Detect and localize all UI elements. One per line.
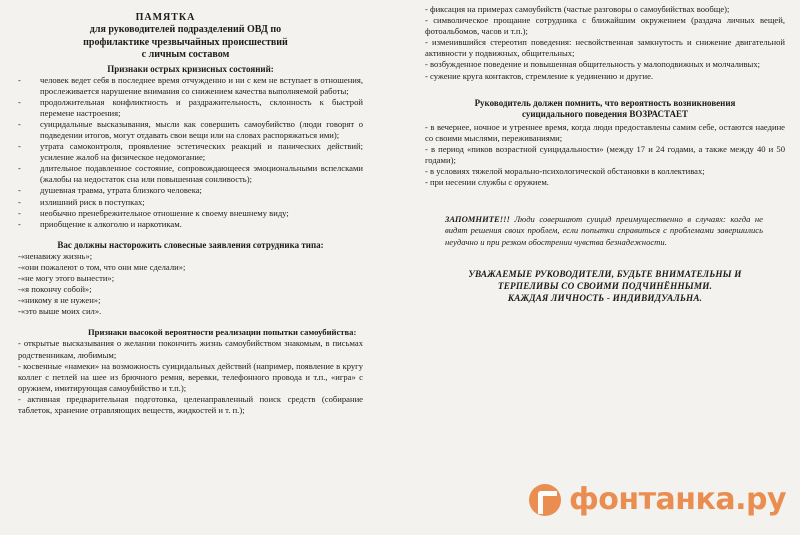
list-item: - в условиях тяжелой морально-психологической обстановки в коллективах; xyxy=(425,166,705,177)
list-item: -«не могу этого вынести»; xyxy=(18,273,115,283)
appeal-line-3: КАЖДАЯ ЛИЧНОСТЬ - ИНДИВИДУАЛЬНА. xyxy=(507,292,703,303)
list-item: -«никому я не нужен»; xyxy=(18,295,101,306)
list-item: - суицидальные высказывания, мысли как совершить самоубийство (люди говорят о подведении итогов, могут отдавать свои вещи или на словах распоряжаться ими); xyxy=(18,119,363,141)
list-item: - необычно пренебрежительное отношение к своему внешнему виду; xyxy=(18,208,363,219)
high-probability-list xyxy=(18,338,363,416)
appeal-line-1: УВАЖАЕМЫЕ РУКОВОДИТЕЛИ, БУДЬТЕ ВНИМАТЕЛЬНЫ И xyxy=(468,268,742,279)
list-item: - продолжительная конфликтность и раздражительность, склонность к быстрой перемене настроения; xyxy=(18,97,363,119)
list-item: - при несении службы с оружием. xyxy=(425,177,549,188)
list-item: - излишний риск в поступках; xyxy=(18,197,363,208)
document-subtitle-line-1: для руководителей подразделений ОВД по xyxy=(89,24,282,35)
list-item: - открытые высказывания о желании покончить жизнь самоубийством знакомым, в письмах родственникам, любимым; xyxy=(18,338,363,360)
verbal-statements-list xyxy=(18,251,363,318)
watermark-text: фонтанка.ру xyxy=(569,482,786,517)
section-heading-verbal-statements: Вас должны насторожить словесные заявления сотрудника типа: xyxy=(57,239,324,250)
remember-label: ЗАПОМНИТЕ!!! xyxy=(445,214,510,225)
fontanka-logo-icon xyxy=(529,484,561,516)
list-item: - косвенные «намеки» на возможность суицидальных действий (например, появление в кругу коллег с петлей на шее из брючного ремня, веревки, телефонного провода и т.п., «игра» с оружием, имитирующая самоубийство и т.п.); xyxy=(18,360,363,393)
section-heading-risk-increases: Руководитель должен помнить, что вероятность возникновения суицидального поведения ВОЗРАСТАЕТ xyxy=(474,97,736,119)
continued-signs-list xyxy=(425,4,785,82)
site-watermark xyxy=(529,482,786,517)
list-item: -«они пожалеют о том, что они мне сделали»; xyxy=(18,261,186,272)
risk-factors-list xyxy=(425,122,785,189)
remember-note xyxy=(425,214,785,248)
crisis-signs-list xyxy=(18,75,363,230)
list-item: - активная предварительная подготовка, целенаправленный поиск средств (собирание таблеток, хранение отравляющих веществ, жидкостей и т. п.); xyxy=(18,393,363,416)
appeal-line-2: ТЕРПЕЛИВЫ СО СВОИМИ ПОДЧИНЁННЫМИ. xyxy=(497,280,713,291)
right-column xyxy=(425,4,785,304)
list-item: -«я покончу собой»; xyxy=(18,284,92,295)
section-heading-high-probability: Признаки высокой вероятности реализации попытки самоубийства: xyxy=(88,327,357,338)
document-subtitle-line-2: профилактике чрезвычайных происшествий xyxy=(83,36,288,48)
list-item: -«это выше моих сил». xyxy=(18,306,102,317)
list-item: - фиксация на примерах самоубийств (частые разговоры о самоубийствах вообще); xyxy=(425,4,730,14)
list-item: - в вечернее, ночное и утреннее время, когда люди предоставлены самим себе, остаются наедине со своими мыслями, переживаниями; xyxy=(425,121,785,143)
section-heading-crisis-signs: Признаки острых кризисных состояний: xyxy=(107,63,274,74)
document-subtitle-line-3: с личным составом xyxy=(141,49,230,60)
remember-text: Люди совершают суицид преимущественно в случаях: когда не видят решения своих проблем, если попытки справиться с проблемами завершились неудачно и при резком обострении чувства безнадежности. xyxy=(445,214,763,247)
list-item: - длительное подавленное состояние, сопровождающееся эмоциональными вспелсками (жалобы на недостаток сна или повышенная сонливость); xyxy=(18,163,363,185)
list-item: - изменившийся стереотип поведения: несвойственная замкнутость и снижение двигательной активности у подвижных, общительных; xyxy=(425,37,785,59)
list-item: - в период «пиков возрастной суицидальности» (между 17 и 24 годами, а также между 40 и 50 годами); xyxy=(425,143,785,165)
list-item: - сужение круга контактов, стремление к уединению и другие. xyxy=(425,70,654,81)
left-column xyxy=(18,4,363,416)
list-item: - символическое прощание сотрудника с ближайшим окружением (раздача личных вещей, фотоальбомов, часов и т.п.); xyxy=(425,15,785,37)
list-item: - человек ведет себя в последнее время отчужденно и ни с кем не вступает в отношения, прослеживается нарушение внимания со снижением качества выполняемой работы; xyxy=(18,75,363,97)
document-title: ПАМЯТКА xyxy=(135,12,196,23)
list-item: - возбужденное поведение и повышенная общительность у малоподвижных и молчаливых; xyxy=(425,59,761,70)
list-item: - душевная травма, утрата близкого человека; xyxy=(18,185,363,196)
list-item: - приобщение к алкоголю и наркотикам. xyxy=(18,219,363,230)
list-item: -«ненавижу жизнь»; xyxy=(18,250,93,261)
list-item: - утрата самоконтроля, проявление эстетических реакций и панических действий; усиление жалоб на физическое недомогание; xyxy=(18,141,363,163)
